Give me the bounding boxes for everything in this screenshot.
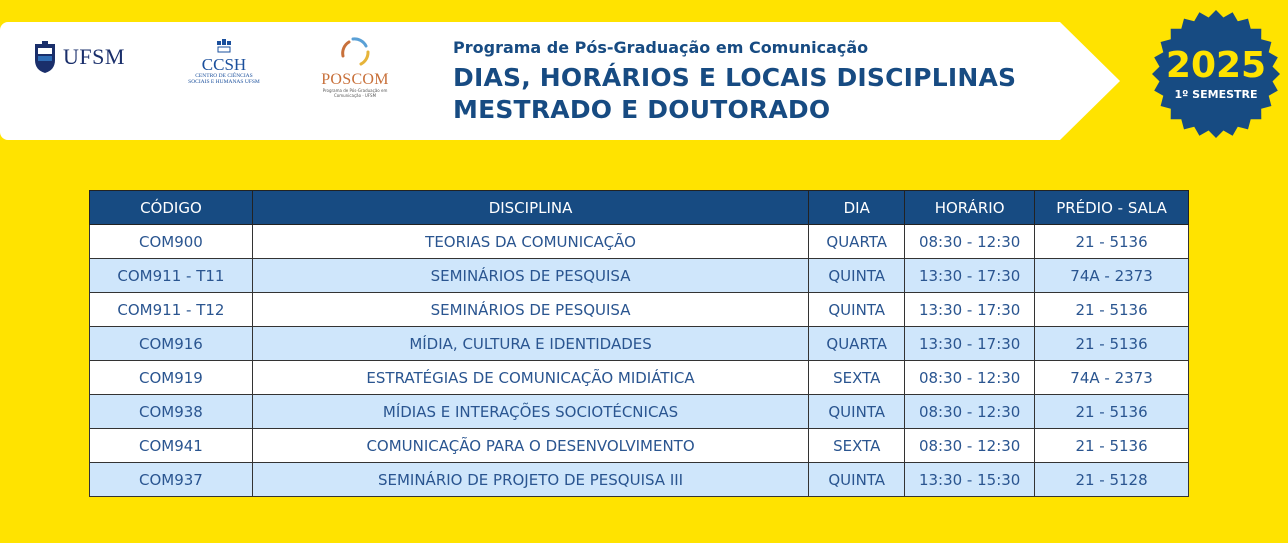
page-title-line1: DIAS, HORÁRIOS E LOCAIS DISCIPLINAS [453, 63, 1017, 92]
cell-disciplina: SEMINÁRIOS DE PESQUISA [252, 293, 808, 327]
table-header-row [90, 191, 1189, 225]
seal-semester: 1º SEMESTRE [1174, 87, 1258, 101]
cell-horario: 13:30 - 15:30 [905, 463, 1035, 497]
semester-seal [1150, 8, 1282, 140]
cell-horario: 08:30 - 12:30 [905, 225, 1035, 259]
cell-disciplina: MÍDIAS E INTERAÇÕES SOCIOTÉCNICAS [252, 395, 808, 429]
cell-codigo: COM938 [90, 395, 253, 429]
cell-disciplina: SEMINÁRIOS DE PESQUISA [252, 259, 808, 293]
cell-codigo: COM911 - T11 [90, 259, 253, 293]
page-heading [453, 38, 1016, 126]
cell-predio-sala: 21 - 5136 [1035, 225, 1189, 259]
cell-disciplina: ESTRATÉGIAS DE COMUNICAÇÃO MIDIÁTICA [252, 361, 808, 395]
table-row [90, 259, 1189, 293]
cell-predio-sala: 21 - 5136 [1035, 327, 1189, 361]
cell-horario: 13:30 - 17:30 [905, 327, 1035, 361]
cell-predio-sala: 74A - 2373 [1035, 259, 1189, 293]
schedule-table [89, 190, 1189, 497]
column-header-dia: DIA [809, 191, 905, 225]
ufsm-crest-icon [33, 40, 57, 74]
cell-horario: 08:30 - 12:30 [905, 361, 1035, 395]
cell-dia: QUARTA [809, 327, 905, 361]
ccsh-mark-icon [215, 39, 233, 53]
poscom-logo-subtext: Programa de Pós-Graduação em Comunicação · UFSM [322, 88, 388, 98]
cell-horario: 13:30 - 17:30 [905, 293, 1035, 327]
cell-codigo: COM941 [90, 429, 253, 463]
cell-disciplina: SEMINÁRIO DE PROJETO DE PESQUISA III [252, 463, 808, 497]
cell-codigo: COM911 - T12 [90, 293, 253, 327]
column-header-predio-sala: PRÉDIO - SALA [1035, 191, 1189, 225]
cell-disciplina: MÍDIA, CULTURA E IDENTIDADES [252, 327, 808, 361]
cell-dia: QUINTA [809, 259, 905, 293]
table-row [90, 395, 1189, 429]
cell-codigo: COM937 [90, 463, 253, 497]
table-row [90, 225, 1189, 259]
table-row [90, 361, 1189, 395]
ufsm-logo [33, 40, 125, 74]
poscom-logo-text: POSCOM [321, 71, 389, 88]
column-header-disciplina: DISCIPLINA [252, 191, 808, 225]
cell-disciplina: COMUNICAÇÃO PARA O DESENVOLVIMENTO [252, 429, 808, 463]
ufsm-logo-text: UFSM [63, 44, 125, 69]
ccsh-logo [188, 38, 260, 85]
ccsh-logo-text: CCSH [201, 55, 247, 74]
cell-predio-sala: 74A - 2373 [1035, 361, 1189, 395]
table-row [90, 429, 1189, 463]
column-header-horario: HORÁRIO [905, 191, 1035, 225]
table-row [90, 463, 1189, 497]
cell-horario: 08:30 - 12:30 [905, 429, 1035, 463]
seal-year: 2025 [1165, 44, 1267, 86]
cell-dia: QUARTA [809, 225, 905, 259]
cell-predio-sala: 21 - 5136 [1035, 395, 1189, 429]
column-header-codigo: CÓDIGO [90, 191, 253, 225]
page-title-line2: MESTRADO E DOUTORADO [453, 95, 831, 124]
poscom-ring-icon [335, 34, 375, 68]
cell-predio-sala: 21 - 5136 [1035, 429, 1189, 463]
cell-predio-sala: 21 - 5136 [1035, 293, 1189, 327]
cell-dia: QUINTA [809, 293, 905, 327]
cell-dia: SEXTA [809, 361, 905, 395]
cell-horario: 13:30 - 17:30 [905, 259, 1035, 293]
table-row [90, 327, 1189, 361]
poscom-logo [310, 34, 400, 98]
cell-horario: 08:30 - 12:30 [905, 395, 1035, 429]
cell-codigo: COM916 [90, 327, 253, 361]
ccsh-logo-subtext: CENTRO DE CIÊNCIAS SOCIAIS E HUMANAS UFSM [188, 73, 260, 85]
cell-dia: SEXTA [809, 429, 905, 463]
cell-codigo: COM919 [90, 361, 253, 395]
cell-codigo: COM900 [90, 225, 253, 259]
cell-dia: QUINTA [809, 395, 905, 429]
table-row [90, 293, 1189, 327]
program-name: Programa de Pós-Graduação em Comunicação [453, 38, 869, 57]
cell-predio-sala: 21 - 5128 [1035, 463, 1189, 497]
cell-disciplina: TEORIAS DA COMUNICAÇÃO [252, 225, 808, 259]
cell-dia: QUINTA [809, 463, 905, 497]
